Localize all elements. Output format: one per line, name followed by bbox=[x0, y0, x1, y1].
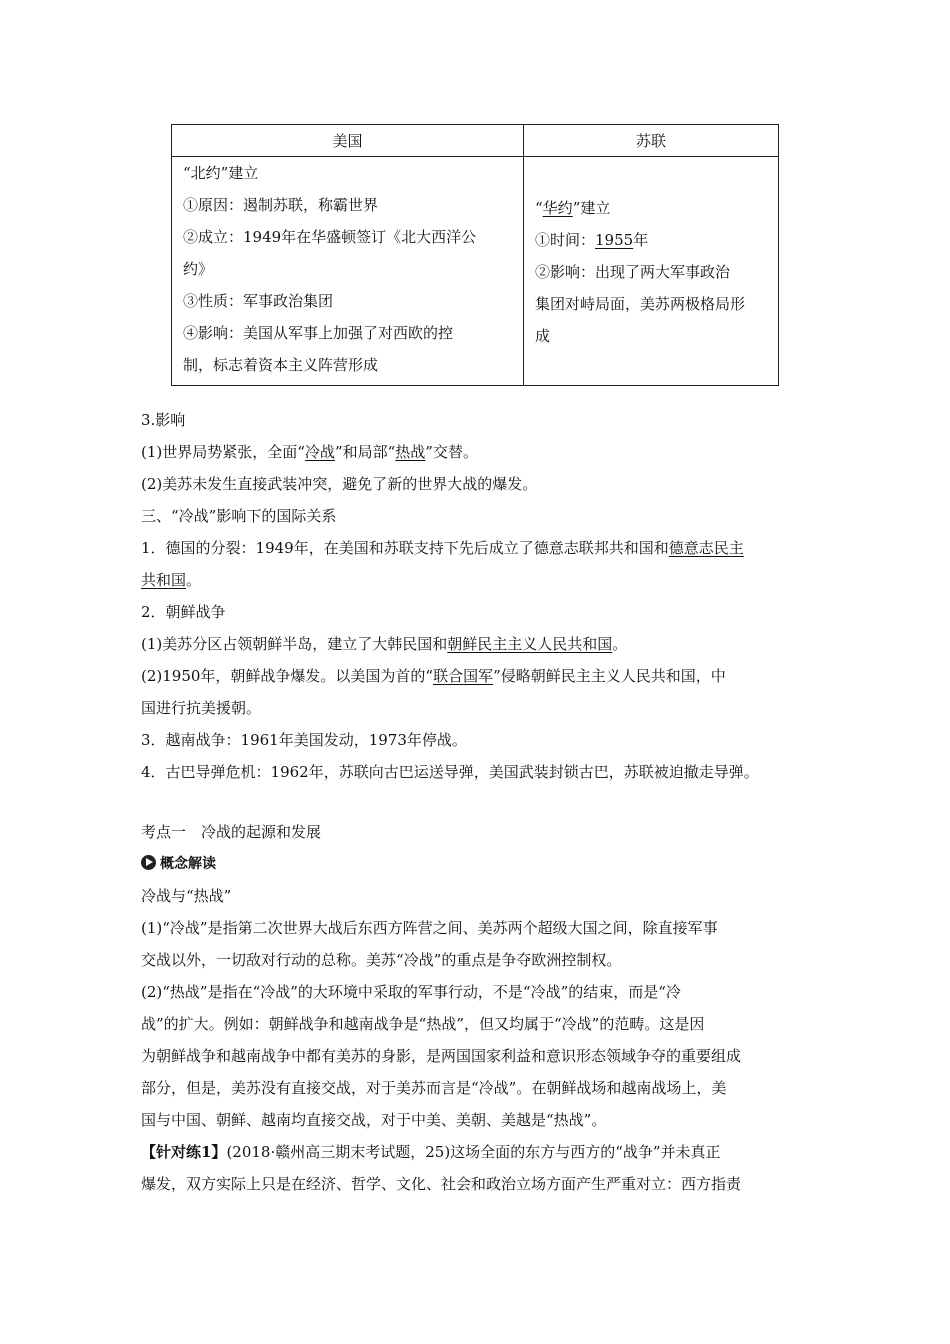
nato-cause: ①原因：遏制苏联，称霸世界 bbox=[183, 196, 379, 214]
paragraph-cont: 战”的扩大。例如：朝鲜战争和越南战争是“热战”，但又均属于“冷战”的范畴。这是因 bbox=[141, 1015, 705, 1033]
exercise: 【针对练1】(2018·赣州高三期末考试题，25)这场全面的东方与西方的“战争”并未真正 bbox=[141, 1143, 721, 1161]
paragraph-cont: 部分，但是，美苏没有直接交战，对于美苏而言是“冷战”。在朝鲜战场和越南战场上，美 bbox=[141, 1079, 727, 1097]
section-heading: 三、“冷战”影响下的国际关系 bbox=[141, 507, 337, 525]
paragraph-cont: 国与中国、朝鲜、越南均直接交战，对于中美、美朝、美越是“热战”。 bbox=[141, 1111, 607, 1129]
list-item: 1．德国的分裂：1949年，在美国和苏联支持下先后成立了德意志联邦共和国和德意志民主 bbox=[141, 539, 744, 557]
table-header-ussr: 苏联 bbox=[524, 125, 779, 157]
paragraph: (1)“冷战”是指第二次世界大战后东西方阵营之间、美苏两个超级大国之间，除直接军事 bbox=[141, 919, 718, 937]
warsaw-impact-line2: 集团对峙局面，美苏两极格局形 bbox=[535, 295, 746, 313]
warsaw-time: ①时间：1955年 bbox=[535, 231, 649, 249]
warsaw-impact-line3: 成 bbox=[535, 327, 551, 345]
play-circle-icon bbox=[141, 855, 156, 870]
nato-found-line1: ②成立：1949年在华盛顿签订《北大西洋公 bbox=[183, 228, 477, 246]
exercise-cont: 爆发，双方实际上只是在经济、哲学、文化、社会和政治立场方面产生严重对立：西方指责 bbox=[141, 1175, 742, 1193]
nato-found-line2: 约》 bbox=[183, 260, 214, 278]
paragraph: (1)世界局势紧张，全面“冷战”和局部“热战”交替。 bbox=[141, 443, 478, 461]
paragraph-cont: 为朝鲜战争和越南战争中都有美苏的身影，是两国国家利益和意识形态领域争夺的重要组成 bbox=[141, 1047, 742, 1065]
table-header-usa: 美国 bbox=[172, 125, 524, 157]
nato-title: “北约”建立 bbox=[183, 164, 259, 182]
paragraph: (2)美苏未发生直接武装冲突，避免了新的世界大战的爆发。 bbox=[141, 475, 538, 493]
nato-impact-line2: 制，标志着资本主义阵营形成 bbox=[183, 356, 379, 374]
subheading: 冷战与“热战” bbox=[141, 887, 232, 905]
paragraph-cont: 交战以外，一切敌对行动的总称。美苏“冷战”的重点是争夺欧洲控制权。 bbox=[141, 951, 622, 969]
list-item: 4．古巴导弹危机：1962年，苏联向古巴运送导弹，美国武装封锁古巴，苏联被迫撤走导弹。 bbox=[141, 763, 759, 781]
warsaw-title: “华约”建立 bbox=[535, 199, 611, 217]
main-text bbox=[141, 0, 813, 1344]
paragraph: (2)“热战”是指在“冷战”的大环境中采取的军事行动，不是“冷战”的结束，而是“冷 bbox=[141, 983, 681, 1001]
kaodian-title: 考点一 冷战的起源和发展 bbox=[141, 823, 322, 841]
paragraph-cont: 国进行抗美援朝。 bbox=[141, 699, 262, 717]
nato-impact-line1: ④影响：美国从军事上加强了对西欧的控 bbox=[183, 324, 454, 342]
section-heading: 3.影响 bbox=[141, 411, 186, 429]
nato-nature: ③性质：军事政治集团 bbox=[183, 292, 334, 310]
paragraph: (1)美苏分区占领朝鲜半岛，建立了大韩民国和朝鲜民主主义人民共和国。 bbox=[141, 635, 628, 653]
concept-label: 概念解读 bbox=[141, 853, 216, 875]
exercise-label: 【针对练1】 bbox=[141, 1143, 227, 1161]
list-item: 3．越南战争：1961年美国发动，1973年停战。 bbox=[141, 731, 467, 749]
paragraph: (2)1950年，朝鲜战争爆发。以美国为首的“联合国军”侵略朝鲜民主主义人民共和国，中 bbox=[141, 667, 726, 685]
list-item-cont: 共和国。 bbox=[141, 571, 202, 589]
list-item: 2．朝鲜战争 bbox=[141, 603, 226, 621]
warsaw-impact-line1: ②影响：出现了两大军事政治 bbox=[535, 263, 731, 281]
